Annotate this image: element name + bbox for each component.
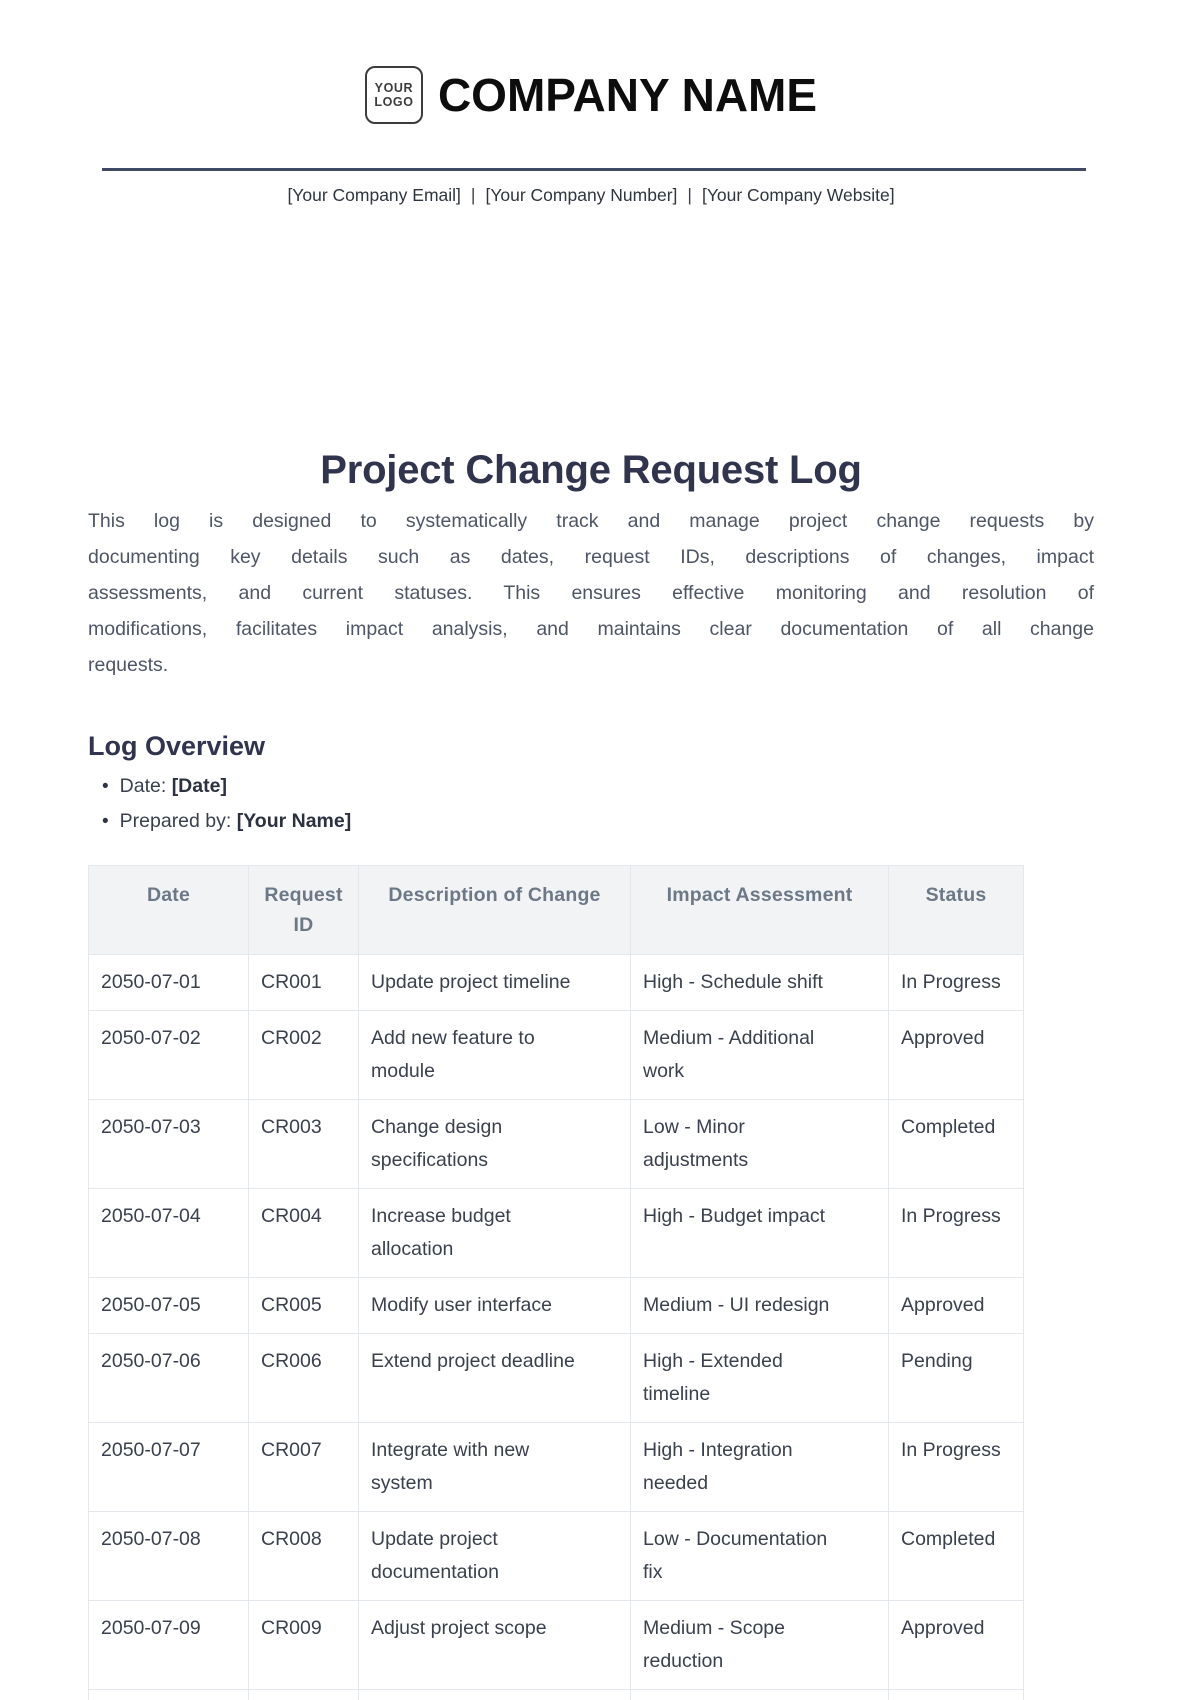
table-cell: High - Integration needed	[631, 1423, 889, 1512]
table-cell: CR008	[249, 1512, 359, 1601]
description-line: documenting key details such as dates, request IDs, descriptions of changes, impact	[88, 546, 1094, 568]
table-cell: CR005	[249, 1278, 359, 1334]
table-cell: Approved	[889, 1011, 1024, 1100]
description-line: modifications, facilitates impact analysis, and maintains clear documentation of all change	[88, 618, 1094, 640]
table-cell: 2050-07-01	[89, 955, 249, 1011]
company-email: [Your Company Email]	[287, 185, 461, 205]
table-cell: Completed	[889, 1100, 1024, 1189]
table-cell	[89, 1690, 249, 1700]
table-cell: Add new feature to module	[359, 1011, 631, 1100]
table-cell: CR003	[249, 1100, 359, 1189]
contact-line	[88, 183, 1094, 207]
table-header-row	[89, 866, 1024, 955]
table-row	[89, 1334, 1024, 1423]
page-title: Project Change Request Log	[320, 448, 862, 492]
company-number: [Your Company Number]	[485, 185, 678, 205]
table-cell: In Progress	[889, 1189, 1024, 1278]
table-row	[89, 955, 1024, 1011]
table-cell: High - Extended timeline	[631, 1334, 889, 1423]
table-row	[89, 1011, 1024, 1100]
contact-separator: |	[470, 185, 476, 205]
table-cell: CR001	[249, 955, 359, 1011]
table-cell: In Progress	[889, 955, 1024, 1011]
table-row	[89, 1423, 1024, 1512]
table-cell: Increase budget allocation	[359, 1189, 631, 1278]
description-line: This log is designed to systematically track and manage project change requests by	[88, 510, 1094, 532]
table-cell: 2050-07-07	[89, 1423, 249, 1512]
table-cell: CR007	[249, 1423, 359, 1512]
table-row	[89, 1278, 1024, 1334]
description-line: assessments, and current statuses. This ensures effective monitoring and resolution of	[88, 582, 1094, 604]
table-cell: Change design specifications	[359, 1100, 631, 1189]
table-cell: Integrate with new system	[359, 1423, 631, 1512]
table-cell: CR006	[249, 1334, 359, 1423]
table-cell: Pending	[889, 1334, 1024, 1423]
table-cell: Update project documentation	[359, 1512, 631, 1601]
table-cell	[249, 1690, 359, 1700]
table-cell: Update project timeline	[359, 955, 631, 1011]
table-cell: 2050-07-05	[89, 1278, 249, 1334]
company-website: [Your Company Website]	[701, 185, 895, 205]
overview-value: [Your Name]	[236, 810, 352, 832]
overview-value: [Date]	[171, 775, 227, 797]
table-row	[89, 1189, 1024, 1278]
table-cell	[359, 1690, 631, 1700]
table-cell: CR004	[249, 1189, 359, 1278]
table-cell: High - Budget impact	[631, 1189, 889, 1278]
table-cell: 2050-07-04	[89, 1189, 249, 1278]
company-name: COMPANY NAME	[437, 69, 818, 121]
table-cell: Low - Documentation fix	[631, 1512, 889, 1601]
column-header-status: Status	[889, 866, 1024, 955]
table-row	[89, 1601, 1024, 1690]
brand-header	[88, 66, 1094, 124]
table-cell: Extend project deadline	[359, 1334, 631, 1423]
table-cell: Medium - Additional work	[631, 1011, 889, 1100]
table-cell	[889, 1690, 1024, 1700]
overview-label: Prepared by:	[119, 810, 232, 832]
table-cell: 2050-07-09	[89, 1601, 249, 1690]
company-logo-icon	[365, 66, 423, 124]
column-header-description: Description of Change	[359, 866, 631, 955]
table-cell: Approved	[889, 1601, 1024, 1690]
table-cell: CR002	[249, 1011, 359, 1100]
description-paragraph	[88, 503, 1094, 683]
table-row	[89, 1100, 1024, 1189]
column-header-impact: Impact Assessment	[631, 866, 889, 955]
header-divider	[102, 168, 1086, 171]
table-row-partial	[89, 1690, 1024, 1700]
logo-line1: YOUR	[374, 81, 414, 95]
change-request-table	[88, 865, 1024, 1700]
table-cell: CR009	[249, 1601, 359, 1690]
description-line: requests.	[88, 654, 169, 676]
table-cell: Adjust project scope	[359, 1601, 631, 1690]
table-cell: Approved	[889, 1278, 1024, 1334]
table-cell: 2050-07-06	[89, 1334, 249, 1423]
table-cell: 2050-07-03	[89, 1100, 249, 1189]
table-cell: Medium - UI redesign	[631, 1278, 889, 1334]
table-cell: Completed	[889, 1512, 1024, 1601]
table-cell: Low - Minor adjustments	[631, 1100, 889, 1189]
table-cell: 2050-07-08	[89, 1512, 249, 1601]
logo-placeholder-text	[374, 81, 413, 109]
table-row	[89, 1512, 1024, 1601]
document-content	[88, 66, 1094, 1700]
contact-separator: |	[687, 185, 692, 205]
logo-line2: LOGO	[374, 95, 414, 109]
list-item	[102, 804, 1094, 839]
list-item	[102, 769, 1094, 804]
table-cell: Modify user interface	[359, 1278, 631, 1334]
table-cell	[631, 1690, 889, 1700]
overview-list	[88, 769, 1094, 839]
table-body	[89, 955, 1024, 1700]
table-cell: High - Schedule shift	[631, 955, 889, 1011]
table-cell: Medium - Scope reduction	[631, 1601, 889, 1690]
column-header-date: Date	[89, 866, 249, 955]
table-cell: In Progress	[889, 1423, 1024, 1512]
table-cell: 2050-07-02	[89, 1011, 249, 1100]
log-overview-heading: Log Overview	[88, 731, 266, 761]
column-header-request-id: Request ID	[249, 866, 359, 955]
overview-label: Date:	[119, 775, 167, 797]
